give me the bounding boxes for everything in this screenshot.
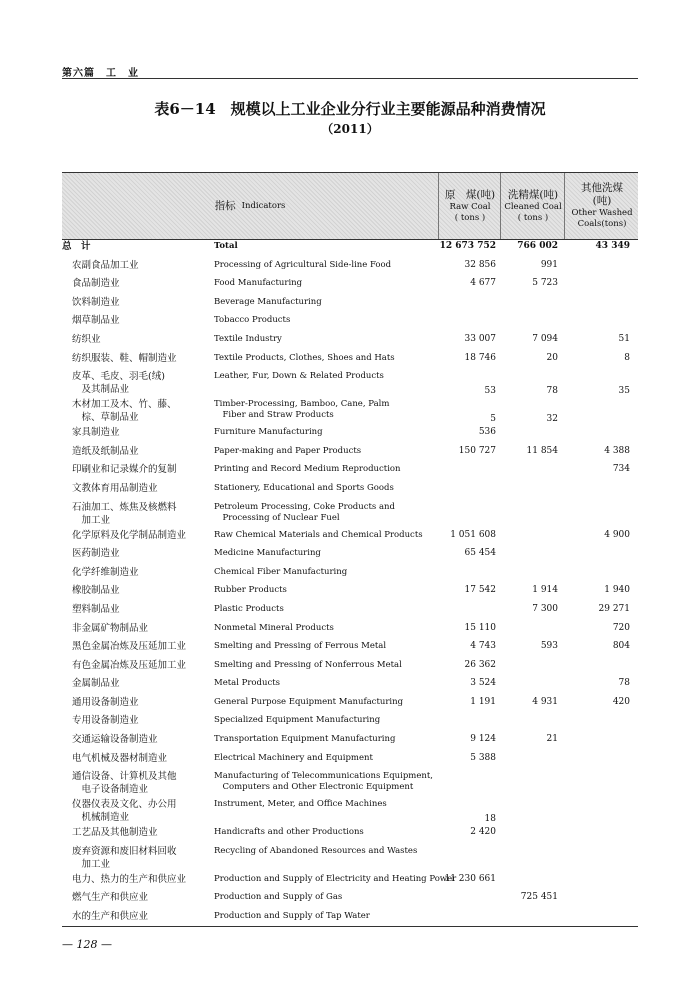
table-row bbox=[62, 659, 638, 678]
raw-coal-value: 1 191 bbox=[470, 696, 496, 707]
raw-coal-value: 150 727 bbox=[458, 445, 496, 456]
table-body bbox=[62, 240, 638, 929]
cleaned-coal-value: 766 002 bbox=[517, 241, 558, 251]
industry-name-en: Production and Supply of Electricity and Heating Power bbox=[214, 873, 457, 884]
industry-name-en: Textile Industry bbox=[214, 333, 282, 344]
table-row bbox=[62, 426, 638, 445]
raw-coal-value: 15 110 bbox=[464, 622, 496, 633]
table-row bbox=[62, 566, 638, 585]
table-row bbox=[62, 873, 638, 892]
raw-coal-value: 4 743 bbox=[470, 641, 496, 652]
raw-coal-header-cn: 原 煤(吨) bbox=[444, 188, 496, 201]
industry-name-cn: 专用设备制造业 bbox=[72, 715, 139, 727]
raw-coal-value: 9 124 bbox=[470, 734, 496, 745]
industry-name-cn: 非金属矿物制品业 bbox=[72, 622, 149, 634]
industry-name-en: Printing and Record Medium Reproduction bbox=[214, 464, 401, 475]
raw-coal-header-unit: ( tons ) bbox=[454, 212, 486, 223]
header-rule bbox=[62, 78, 638, 79]
industry-name-cn: 燃气生产和供应业 bbox=[72, 892, 149, 904]
cleaned-coal-value: 4 931 bbox=[532, 696, 558, 707]
industry-name-en: Specialized Equipment Manufacturing bbox=[214, 715, 381, 726]
industry-name-cn: 木材加工及木、竹、藤、 棕、草制品业 bbox=[72, 399, 177, 424]
other-washed-header-cn: 其他洗煤 bbox=[581, 182, 623, 194]
industry-name-en: Recycling of Abandoned Resources and Wastes bbox=[214, 845, 418, 856]
raw-coal-value: 536 bbox=[478, 427, 496, 438]
other-washed-value: 734 bbox=[612, 464, 630, 475]
raw-coal-value: 65 454 bbox=[464, 548, 496, 559]
industry-name-en: Handicrafts and other Productions bbox=[214, 827, 364, 838]
industry-name-cn: 通用设备制造业 bbox=[72, 696, 139, 708]
industry-name-cn: 金属制品业 bbox=[72, 678, 120, 690]
table-row bbox=[62, 640, 638, 659]
page-header: 第六篇 工 业 bbox=[62, 68, 139, 79]
total-row bbox=[62, 240, 638, 259]
industry-name-cn: 水的生产和供应业 bbox=[72, 911, 149, 923]
raw-coal-value: 11 230 661 bbox=[444, 873, 496, 884]
industry-name-en: Timber-Processing, Bamboo, Cane, Palm Fiber and Straw Products bbox=[214, 399, 390, 421]
cleaned-coal-value: 991 bbox=[540, 259, 558, 270]
industry-name-en: Smelting and Pressing of Nonferrous Metal bbox=[214, 659, 402, 670]
table-row bbox=[62, 752, 638, 771]
other-washed-value: 420 bbox=[612, 696, 630, 707]
industry-name-cn: 纺织服装、鞋、帽制造业 bbox=[72, 352, 177, 364]
cleaned-coal-header-en: Cleaned Coal bbox=[504, 201, 562, 212]
industry-name-en: Furniture Manufacturing bbox=[214, 427, 323, 438]
industry-name-en: Smelting and Pressing of Ferrous Metal bbox=[214, 641, 387, 652]
other-washed-header bbox=[564, 173, 639, 239]
industry-name-en: Electrical Machinery and Equipment bbox=[214, 752, 373, 763]
table-row bbox=[62, 798, 638, 826]
industry-name-en: Textile Products, Clothes, Shoes and Hats bbox=[214, 352, 395, 363]
industry-name-en: Leather, Fur, Down & Related Products bbox=[214, 371, 384, 382]
page-number: — 128 — bbox=[62, 938, 112, 951]
table-row bbox=[62, 696, 638, 715]
raw-coal-value: 3 524 bbox=[470, 678, 496, 689]
raw-coal-value: 1 051 608 bbox=[450, 529, 496, 540]
table-row bbox=[62, 770, 638, 798]
industry-name-cn: 塑料制品业 bbox=[72, 603, 120, 615]
industry-name-cn: 烟草制品业 bbox=[72, 315, 120, 327]
industry-name-cn: 化学原料及化学制品制造业 bbox=[72, 529, 187, 541]
raw-coal-value: 5 bbox=[490, 414, 496, 425]
cleaned-coal-value: 21 bbox=[546, 734, 558, 745]
industry-name-en: Medicine Manufacturing bbox=[214, 548, 321, 559]
table-row bbox=[62, 370, 638, 398]
industry-name-en: Tobacco Products bbox=[214, 315, 291, 326]
industry-name-cn: 电力、热力的生产和供应业 bbox=[72, 873, 187, 885]
table-row bbox=[62, 314, 638, 333]
industry-name-cn: 印刷业和记录媒介的复制 bbox=[72, 464, 177, 476]
other-washed-value: 51 bbox=[618, 333, 630, 344]
other-washed-value: 78 bbox=[618, 678, 630, 689]
raw-coal-value: 17 542 bbox=[464, 585, 496, 596]
other-washed-value: 35 bbox=[618, 386, 630, 397]
cleaned-coal-value: 593 bbox=[540, 641, 558, 652]
industry-name-en: Beverage Manufacturing bbox=[214, 296, 322, 307]
table-row bbox=[62, 333, 638, 352]
industry-name-cn: 通信设备、计算机及其他 电子设备制造业 bbox=[72, 771, 177, 796]
other-washed-value: 804 bbox=[612, 641, 630, 652]
industry-name-cn: 橡胶制品业 bbox=[72, 585, 120, 597]
cleaned-coal-value: 11 854 bbox=[526, 445, 558, 456]
industry-name-en: Production and Supply of Tap Water bbox=[214, 911, 370, 922]
industry-name-en: Chemical Fiber Manufacturing bbox=[214, 566, 348, 577]
table-title: 表6－14 规模以上工业企业分行业主要能源品种消费情况 bbox=[154, 100, 546, 118]
industry-name-en: Stationery, Educational and Sports Goods bbox=[214, 482, 394, 493]
industry-name-en: Nonmetal Mineral Products bbox=[214, 622, 334, 633]
industry-name-en: Transportation Equipment Manufacturing bbox=[214, 734, 396, 745]
other-washed-header-unit: Coals(tons) bbox=[577, 219, 627, 229]
cleaned-coal-value: 32 bbox=[546, 414, 558, 425]
raw-coal-value: 4 677 bbox=[470, 278, 496, 289]
industry-name-en: Petroleum Processing, Coke Products and Processing of Nuclear Fuel bbox=[214, 501, 395, 523]
raw-coal-value: 26 362 bbox=[464, 659, 496, 670]
industry-name-cn: 农副食品加工业 bbox=[72, 259, 139, 271]
cleaned-coal-value: 7 300 bbox=[532, 603, 558, 614]
table-header bbox=[62, 172, 638, 240]
table-row bbox=[62, 352, 638, 371]
table-row bbox=[62, 845, 638, 873]
industry-name-en: Production and Supply of Gas bbox=[214, 892, 343, 903]
other-washed-value: 4 900 bbox=[604, 529, 630, 540]
industry-name-en: Food Manufacturing bbox=[214, 278, 303, 289]
other-washed-value: 8 bbox=[624, 352, 630, 363]
industry-name-cn: 电气机械及器材制造业 bbox=[72, 752, 168, 764]
raw-coal-header-en: Raw Coal bbox=[449, 201, 491, 212]
table-row bbox=[62, 529, 638, 548]
industry-name-en: Processing of Agricultural Side-line Food bbox=[214, 259, 392, 270]
cleaned-coal-header bbox=[500, 173, 565, 239]
industry-name-cn: 有色金属冶炼及压延加工业 bbox=[72, 659, 187, 671]
industry-name-cn: 仪器仪表及文化、办公用 机械制造业 bbox=[72, 799, 177, 824]
cleaned-coal-value: 20 bbox=[546, 352, 558, 363]
industry-name-cn: 工艺品及其他制造业 bbox=[72, 827, 158, 839]
industry-name-cn: 皮革、毛皮、羽毛(绒) 及其制品业 bbox=[72, 371, 165, 396]
other-washed-value: 1 940 bbox=[604, 585, 630, 596]
table-row bbox=[62, 891, 638, 910]
table-row bbox=[62, 733, 638, 752]
industry-name-cn: 黑色金属冶炼及压延加工业 bbox=[72, 641, 187, 653]
industry-name-cn: 文教体育用品制造业 bbox=[72, 482, 158, 494]
indicator-header-en: Indicators bbox=[241, 200, 286, 211]
table-row bbox=[62, 501, 638, 529]
industry-name-cn: 家具制造业 bbox=[72, 427, 120, 439]
industry-name-en: Metal Products bbox=[214, 678, 280, 689]
table-row bbox=[62, 482, 638, 501]
cleaned-coal-value: 5 723 bbox=[532, 278, 558, 289]
industry-name-cn: 化学纤维制造业 bbox=[72, 566, 139, 578]
raw-coal-header bbox=[438, 173, 501, 239]
other-washed-value: 43 349 bbox=[595, 241, 630, 251]
table-subtitle: （2011） bbox=[321, 122, 379, 136]
table-bottom-rule bbox=[62, 926, 638, 927]
industry-name-cn: 废弃资源和废旧材料回收 加工业 bbox=[72, 845, 177, 870]
industry-name-en: Manufacturing of Telecommunications Equipment, Computers and Other Electronic Equipment bbox=[214, 771, 433, 793]
industry-name-en: Total bbox=[214, 241, 238, 251]
industry-name-cn: 饮料制造业 bbox=[72, 296, 120, 308]
raw-coal-value: 18 746 bbox=[464, 352, 496, 363]
other-washed-header-unit-cn: (吨) bbox=[592, 195, 612, 207]
industry-name-cn: 造纸及纸制品业 bbox=[72, 445, 139, 457]
industry-name-cn: 食品制造业 bbox=[72, 278, 120, 290]
table-row bbox=[62, 398, 638, 426]
table-row bbox=[62, 622, 638, 641]
indicator-header-cn: 指标 bbox=[214, 199, 236, 212]
cleaned-coal-header-cn: 洗精煤(吨) bbox=[507, 188, 559, 201]
industry-name-cn: 医药制造业 bbox=[72, 548, 120, 560]
raw-coal-value: 12 673 752 bbox=[439, 241, 496, 251]
indicator-header bbox=[62, 173, 438, 239]
table-row bbox=[62, 584, 638, 603]
table-row bbox=[62, 277, 638, 296]
raw-coal-value: 18 bbox=[484, 814, 496, 825]
raw-coal-value: 2 420 bbox=[470, 827, 496, 838]
raw-coal-value: 5 388 bbox=[470, 752, 496, 763]
industry-name-cn: 纺织业 bbox=[72, 333, 101, 345]
industry-name-en: Raw Chemical Materials and Chemical Products bbox=[214, 529, 423, 540]
table-row bbox=[62, 445, 638, 464]
raw-coal-value: 33 007 bbox=[464, 333, 496, 344]
industry-name-en: Instrument, Meter, and Office Machines bbox=[214, 799, 387, 810]
table-row bbox=[62, 547, 638, 566]
cleaned-coal-value: 78 bbox=[546, 386, 558, 397]
table-row bbox=[62, 603, 638, 622]
table-row bbox=[62, 259, 638, 278]
other-washed-value: 4 388 bbox=[604, 445, 630, 456]
cleaned-coal-value: 1 914 bbox=[532, 585, 558, 596]
industry-name-en: Rubber Products bbox=[214, 585, 287, 596]
cleaned-coal-value: 725 451 bbox=[520, 892, 558, 903]
table-row bbox=[62, 826, 638, 845]
cleaned-coal-header-unit: ( tons ) bbox=[517, 212, 549, 223]
industry-name-en: Paper-making and Paper Products bbox=[214, 445, 362, 456]
table-row bbox=[62, 463, 638, 482]
industry-name-cn: 交通运输设备制造业 bbox=[72, 734, 158, 746]
industry-name-en: Plastic Products bbox=[214, 603, 284, 614]
table-row bbox=[62, 296, 638, 315]
other-washed-header-en: Other Washed bbox=[571, 208, 633, 218]
table-row bbox=[62, 714, 638, 733]
other-washed-value: 29 271 bbox=[598, 603, 630, 614]
industry-name-cn: 总 计 bbox=[62, 241, 91, 252]
raw-coal-value: 32 856 bbox=[464, 259, 496, 270]
raw-coal-value: 53 bbox=[484, 386, 496, 397]
industry-name-cn: 石油加工、炼焦及核燃料 加工业 bbox=[72, 501, 177, 526]
industry-name-en: General Purpose Equipment Manufacturing bbox=[214, 696, 404, 707]
cleaned-coal-value: 7 094 bbox=[532, 333, 558, 344]
table-row bbox=[62, 677, 638, 696]
other-washed-value: 720 bbox=[612, 622, 630, 633]
